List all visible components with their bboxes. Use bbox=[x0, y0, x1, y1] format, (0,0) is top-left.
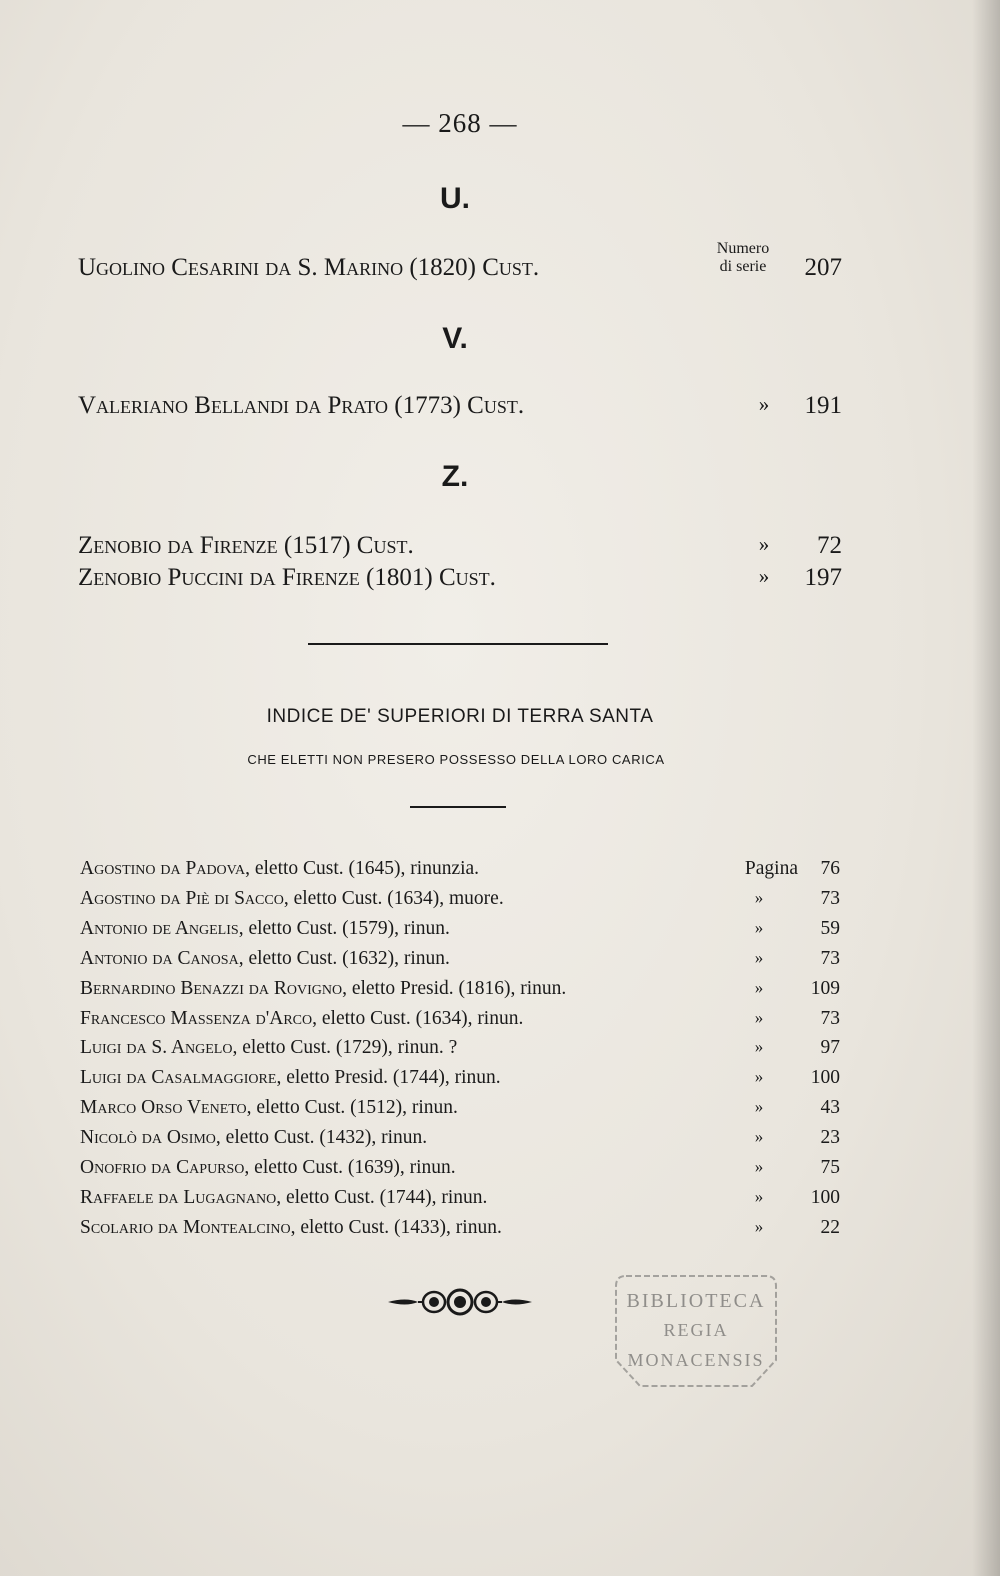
entry-row bbox=[78, 532, 842, 566]
index-page-number: 109 bbox=[810, 977, 840, 999]
index-entry-text bbox=[80, 858, 479, 880]
index-row bbox=[80, 888, 840, 918]
index-page-number: 76 bbox=[820, 858, 840, 879]
index-row bbox=[80, 1097, 840, 1127]
index-entry-name: Francesco Massenza d'Arco bbox=[80, 1007, 313, 1029]
ditto-mark: » bbox=[754, 1186, 764, 1206]
index-entry-name: Luigi da Casalmaggiore bbox=[80, 1067, 277, 1089]
stamp-line-3: MONACENSIS bbox=[627, 1350, 765, 1370]
index-entry-detail: , eletto Presid. (1816), rinun. bbox=[342, 977, 567, 999]
entry-number: 207 bbox=[804, 254, 842, 281]
entry-row bbox=[78, 564, 842, 598]
entry-row bbox=[78, 392, 842, 426]
pagina-label: Pagina bbox=[744, 858, 798, 879]
index-entry-text bbox=[80, 1217, 502, 1239]
index-entry-text bbox=[80, 1037, 457, 1059]
entry-name: Zenobio Puccini da Firenze (1801) Cust. bbox=[78, 564, 496, 591]
index-page-number: 43 bbox=[820, 1097, 840, 1119]
section-letter-u: U. bbox=[440, 182, 470, 215]
index-entry-name: Onofrio da Capurso bbox=[80, 1157, 245, 1178]
entry-name: Ugolino Cesarini da S. Marino (1820) Cust. bbox=[78, 254, 540, 281]
index-entry-detail: , eletto Cust. (1579), rinun. bbox=[238, 917, 450, 939]
index-entry-detail: , eletto Cust. (1512), rinun. bbox=[246, 1097, 458, 1119]
index-row bbox=[80, 978, 840, 1008]
index-row bbox=[80, 1187, 840, 1217]
index-entry-name: Bernardino Benazzi da Rovigno bbox=[80, 977, 343, 999]
index-row bbox=[80, 1008, 840, 1038]
index-entry-text bbox=[80, 888, 504, 910]
ditto-mark: » bbox=[758, 392, 770, 416]
numero-label-line1: Numero bbox=[716, 240, 770, 257]
index-entry-text bbox=[80, 1187, 487, 1209]
index-subtitle: CHE ELETTI NON PRESERO POSSESSO DELLA LORO CARICA bbox=[247, 752, 665, 767]
index-entry-detail: , eletto Cust. (1433), rinun. bbox=[290, 1216, 502, 1238]
index-page-number: 100 bbox=[810, 1067, 840, 1089]
ditto-mark: » bbox=[754, 1127, 764, 1147]
index-entry-detail: , eletto Cust. (1634), rinun. bbox=[312, 1007, 524, 1029]
index-page-number: 73 bbox=[820, 887, 840, 909]
index-entry-detail: , eletto Cust. (1645), rinunzia. bbox=[245, 858, 480, 879]
index-entry-detail: , eletto Cust. (1729), rinun. ? bbox=[232, 1037, 458, 1059]
ditto-mark: » bbox=[758, 532, 770, 556]
library-stamp bbox=[612, 1272, 780, 1390]
section-letter-v: V. bbox=[442, 322, 468, 355]
entry-name: Valeriano Bellandi da Prato (1773) Cust. bbox=[78, 392, 525, 419]
index-entry-text bbox=[80, 1097, 458, 1119]
index-entry-text bbox=[80, 918, 450, 940]
ditto-mark: » bbox=[754, 1067, 764, 1087]
ditto-mark: » bbox=[754, 1097, 764, 1117]
index-entry-name: Marco Orso Veneto bbox=[80, 1097, 247, 1119]
index-page-number: 73 bbox=[820, 947, 840, 969]
binding-shadow bbox=[972, 0, 1000, 1576]
numero-label-line2: di serie bbox=[719, 258, 767, 275]
entry-name: Zenobio da Firenze (1517) Cust. bbox=[78, 532, 414, 559]
index-page-number: 59 bbox=[820, 917, 840, 939]
index-page-number: 97 bbox=[820, 1037, 840, 1059]
index-row bbox=[80, 1127, 840, 1157]
ditto-mark: » bbox=[754, 947, 764, 967]
index-row bbox=[80, 918, 840, 948]
index-entry-text bbox=[80, 1157, 456, 1179]
index-entry-detail: , eletto Cust. (1634), muore. bbox=[283, 887, 504, 909]
index-page-number: 100 bbox=[810, 1186, 840, 1208]
ditto-mark: » bbox=[754, 1216, 764, 1236]
ditto-mark: » bbox=[754, 1157, 764, 1176]
index-entry-detail: , eletto Cust. (1432), rinun. bbox=[215, 1127, 428, 1149]
stamp-line-2: REGIA bbox=[663, 1320, 729, 1340]
index-entry-text bbox=[80, 1127, 427, 1149]
index-row bbox=[80, 858, 840, 888]
index-page-number: 23 bbox=[820, 1127, 840, 1149]
index-entry-name: Nicolò da Osimo bbox=[80, 1127, 216, 1149]
index-entry-name: Luigi da S. Angelo bbox=[80, 1037, 233, 1059]
index-title: INDICE DE' SUPERIORI DI TERRA SANTA bbox=[266, 706, 654, 727]
index-entry-name: Antonio de Angelis bbox=[80, 917, 239, 939]
ditto-mark: » bbox=[754, 917, 764, 937]
section-letter-z: Z. bbox=[441, 460, 469, 493]
index-page-number: 75 bbox=[820, 1157, 840, 1178]
index-entry-text bbox=[80, 1067, 501, 1089]
entry-number: 72 bbox=[817, 532, 842, 559]
index-row bbox=[80, 1217, 840, 1247]
index-entry-name: Antonio da Canosa bbox=[80, 947, 239, 969]
index-row bbox=[80, 1067, 840, 1097]
index-entry-text bbox=[80, 978, 566, 1000]
index-page-number: 22 bbox=[820, 1216, 840, 1238]
ornament-divider-icon bbox=[388, 1287, 532, 1317]
index-short-rule bbox=[410, 806, 506, 808]
index-page-number: 73 bbox=[820, 1007, 840, 1029]
ditto-mark: » bbox=[754, 1037, 764, 1057]
index-entry-name: Raffaele da Lugagnano bbox=[80, 1186, 277, 1208]
entry-row bbox=[78, 254, 842, 288]
ditto-mark: » bbox=[754, 1007, 764, 1027]
index-entry-detail: , eletto Cust. (1639), rinun. bbox=[244, 1157, 456, 1178]
index-row bbox=[80, 1157, 840, 1187]
index-entry-text bbox=[80, 1008, 523, 1030]
page-number: — 268 — bbox=[402, 108, 518, 138]
stamp-line-1: BIBLIOTECA bbox=[626, 1290, 766, 1312]
ditto-mark: » bbox=[758, 564, 770, 588]
index-entry-name: Agostino da Piè di Sacco bbox=[80, 887, 284, 909]
entry-number: 197 bbox=[804, 564, 842, 591]
ditto-mark: » bbox=[754, 887, 764, 907]
index-row bbox=[80, 1037, 840, 1067]
index-row bbox=[80, 948, 840, 978]
index-entry-detail: , eletto Cust. (1744), rinun. bbox=[276, 1186, 488, 1208]
index-entry-detail: , eletto Cust. (1632), rinun. bbox=[238, 947, 450, 969]
index-entry-detail: , eletto Presid. (1744), rinun. bbox=[276, 1067, 501, 1089]
index-entry-name: Agostino da Padova bbox=[80, 858, 246, 879]
ditto-mark: » bbox=[754, 977, 764, 997]
section-divider-rule bbox=[308, 643, 608, 645]
index-entry-name: Scolario da Montealcino bbox=[80, 1216, 291, 1238]
index-entry-text bbox=[80, 948, 450, 970]
entry-number: 191 bbox=[804, 392, 842, 419]
